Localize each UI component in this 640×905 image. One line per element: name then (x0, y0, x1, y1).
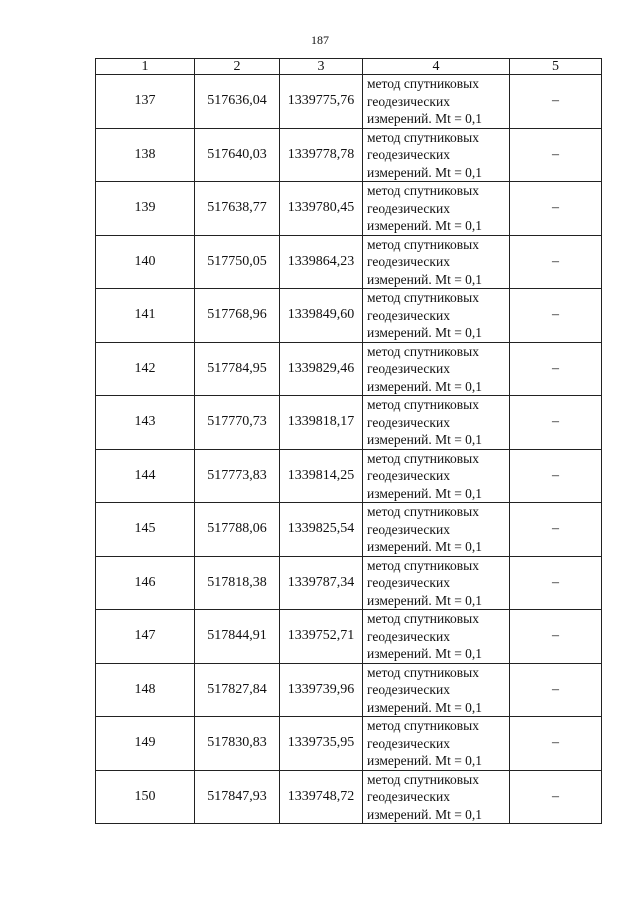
method-line: метод спутниковых (367, 236, 479, 252)
point-number-cell: 142 (96, 342, 195, 396)
method-line: измерений. Mt = 0,1 (367, 271, 483, 287)
method-cell (363, 342, 510, 396)
note-cell: – (510, 717, 602, 771)
x-coordinate-cell: 517770,73 (195, 396, 280, 450)
method-line: измерений. Mt = 0,1 (367, 218, 483, 233)
x-coordinate-cell: 517830,83 (195, 717, 280, 771)
y-coordinate-cell: 1339825,54 (280, 503, 363, 557)
method-cell (363, 717, 510, 771)
x-coordinate-cell: 517844,91 (195, 610, 280, 664)
method-line: измерений. Mt = 0,1 (367, 806, 483, 822)
method-line: геодезических (367, 521, 450, 537)
method-line: геодезических (367, 789, 450, 804)
method-line: метод спутниковых (367, 771, 479, 787)
method-cell (363, 770, 510, 824)
note-cell: – (510, 610, 602, 664)
header-col-3: 3 (280, 59, 363, 75)
table-row (96, 342, 602, 396)
table-row (96, 449, 602, 503)
method-line: метод спутниковых (367, 183, 479, 198)
point-number-cell: 137 (96, 75, 195, 129)
y-coordinate-cell: 1339849,60 (280, 289, 363, 343)
note-cell: – (510, 663, 602, 717)
y-coordinate-cell: 1339829,46 (280, 342, 363, 396)
point-number-cell: 147 (96, 610, 195, 664)
method-line: измерений. Mt = 0,1 (367, 325, 483, 340)
method-line: метод спутниковых (367, 664, 479, 680)
note-cell: – (510, 75, 602, 129)
y-coordinate-cell: 1339752,71 (280, 610, 363, 664)
table-row (96, 717, 602, 771)
header-col-2: 2 (195, 59, 280, 75)
method-line: метод спутниковых (367, 611, 479, 626)
note-cell: – (510, 289, 602, 343)
method-line: измерений. Mt = 0,1 (367, 432, 483, 447)
table-row (96, 663, 602, 717)
point-number-cell: 148 (96, 663, 195, 717)
y-coordinate-cell: 1339739,96 (280, 663, 363, 717)
method-line: геодезических (367, 200, 450, 216)
point-number-cell: 149 (96, 717, 195, 771)
x-coordinate-cell: 517847,93 (195, 770, 280, 824)
method-line: геодезических (367, 361, 450, 376)
table-row (96, 396, 602, 450)
table-row (96, 556, 602, 610)
method-cell (363, 663, 510, 717)
table-row (96, 770, 602, 824)
header-col-5: 5 (510, 59, 602, 75)
note-cell: – (510, 503, 602, 557)
method-line: метод спутниковых (367, 504, 479, 519)
y-coordinate-cell: 1339748,72 (280, 770, 363, 824)
method-cell (363, 396, 510, 450)
header-col-1: 1 (96, 59, 195, 75)
table-row (96, 610, 602, 664)
method-line: метод спутниковых (367, 343, 479, 359)
note-cell: – (510, 342, 602, 396)
method-cell (363, 289, 510, 343)
method-cell (363, 556, 510, 610)
table-body (96, 75, 602, 824)
method-cell (363, 182, 510, 236)
method-line: измерений. Mt = 0,1 (367, 111, 483, 126)
point-number-cell: 140 (96, 235, 195, 289)
table-row (96, 75, 602, 129)
y-coordinate-cell: 1339780,45 (280, 182, 363, 236)
method-line: метод спутниковых (367, 450, 479, 466)
point-number-cell: 143 (96, 396, 195, 450)
point-number-cell: 150 (96, 770, 195, 824)
method-line: геодезических (367, 628, 450, 644)
method-line: измерений. Mt = 0,1 (367, 592, 483, 608)
y-coordinate-cell: 1339775,76 (280, 75, 363, 129)
point-number-cell: 144 (96, 449, 195, 503)
method-line: геодезических (367, 468, 450, 483)
x-coordinate-cell: 517784,95 (195, 342, 280, 396)
method-cell (363, 449, 510, 503)
point-number-cell: 146 (96, 556, 195, 610)
table-row (96, 289, 602, 343)
note-cell: – (510, 182, 602, 236)
method-line: геодезических (367, 414, 450, 430)
table-header (96, 59, 602, 75)
method-cell (363, 128, 510, 182)
method-line: измерений. Mt = 0,1 (367, 753, 483, 768)
note-cell: – (510, 128, 602, 182)
x-coordinate-cell: 517636,04 (195, 75, 280, 129)
page-number: 187 (311, 33, 329, 47)
y-coordinate-cell: 1339778,78 (280, 128, 363, 182)
table-row (96, 235, 602, 289)
x-coordinate-cell: 517750,05 (195, 235, 280, 289)
x-coordinate-cell: 517638,77 (195, 182, 280, 236)
point-number-cell: 139 (96, 182, 195, 236)
method-line: геодезических (367, 575, 450, 590)
x-coordinate-cell: 517827,84 (195, 663, 280, 717)
method-line: измерений. Mt = 0,1 (367, 699, 483, 715)
method-line: метод спутниковых (367, 76, 479, 91)
point-number-cell: 145 (96, 503, 195, 557)
method-cell (363, 610, 510, 664)
coordinates-table (95, 58, 602, 824)
point-number-cell: 141 (96, 289, 195, 343)
method-line: метод спутниковых (367, 718, 479, 733)
method-line: метод спутниковых (367, 557, 479, 573)
x-coordinate-cell: 517768,96 (195, 289, 280, 343)
note-cell: – (510, 556, 602, 610)
method-line: измерений. Mt = 0,1 (367, 539, 483, 554)
method-cell (363, 503, 510, 557)
y-coordinate-cell: 1339814,25 (280, 449, 363, 503)
header-row (96, 59, 602, 75)
table-row (96, 128, 602, 182)
point-number-cell: 138 (96, 128, 195, 182)
note-cell: – (510, 396, 602, 450)
y-coordinate-cell: 1339787,34 (280, 556, 363, 610)
table-row (96, 182, 602, 236)
method-line: геодезических (367, 682, 450, 697)
method-line: геодезических (367, 254, 450, 269)
method-line: метод спутниковых (367, 397, 479, 412)
method-line: измерений. Mt = 0,1 (367, 646, 483, 661)
x-coordinate-cell: 517773,83 (195, 449, 280, 503)
method-line: геодезических (367, 307, 450, 323)
method-cell (363, 235, 510, 289)
method-line: измерений. Mt = 0,1 (367, 485, 483, 501)
method-line: геодезических (367, 735, 450, 751)
method-line: геодезических (367, 147, 450, 162)
y-coordinate-cell: 1339818,17 (280, 396, 363, 450)
method-cell (363, 75, 510, 129)
x-coordinate-cell: 517788,06 (195, 503, 280, 557)
table-row (96, 503, 602, 557)
x-coordinate-cell: 517818,38 (195, 556, 280, 610)
method-line: геодезических (367, 93, 450, 109)
x-coordinate-cell: 517640,03 (195, 128, 280, 182)
note-cell: – (510, 449, 602, 503)
method-line: метод спутниковых (367, 290, 479, 305)
method-line: измерений. Mt = 0,1 (367, 164, 483, 180)
method-line: метод спутниковых (367, 129, 479, 145)
header-col-4: 4 (363, 59, 510, 75)
note-cell: – (510, 770, 602, 824)
note-cell: – (510, 235, 602, 289)
y-coordinate-cell: 1339864,23 (280, 235, 363, 289)
y-coordinate-cell: 1339735,95 (280, 717, 363, 771)
method-line: измерений. Mt = 0,1 (367, 378, 483, 394)
